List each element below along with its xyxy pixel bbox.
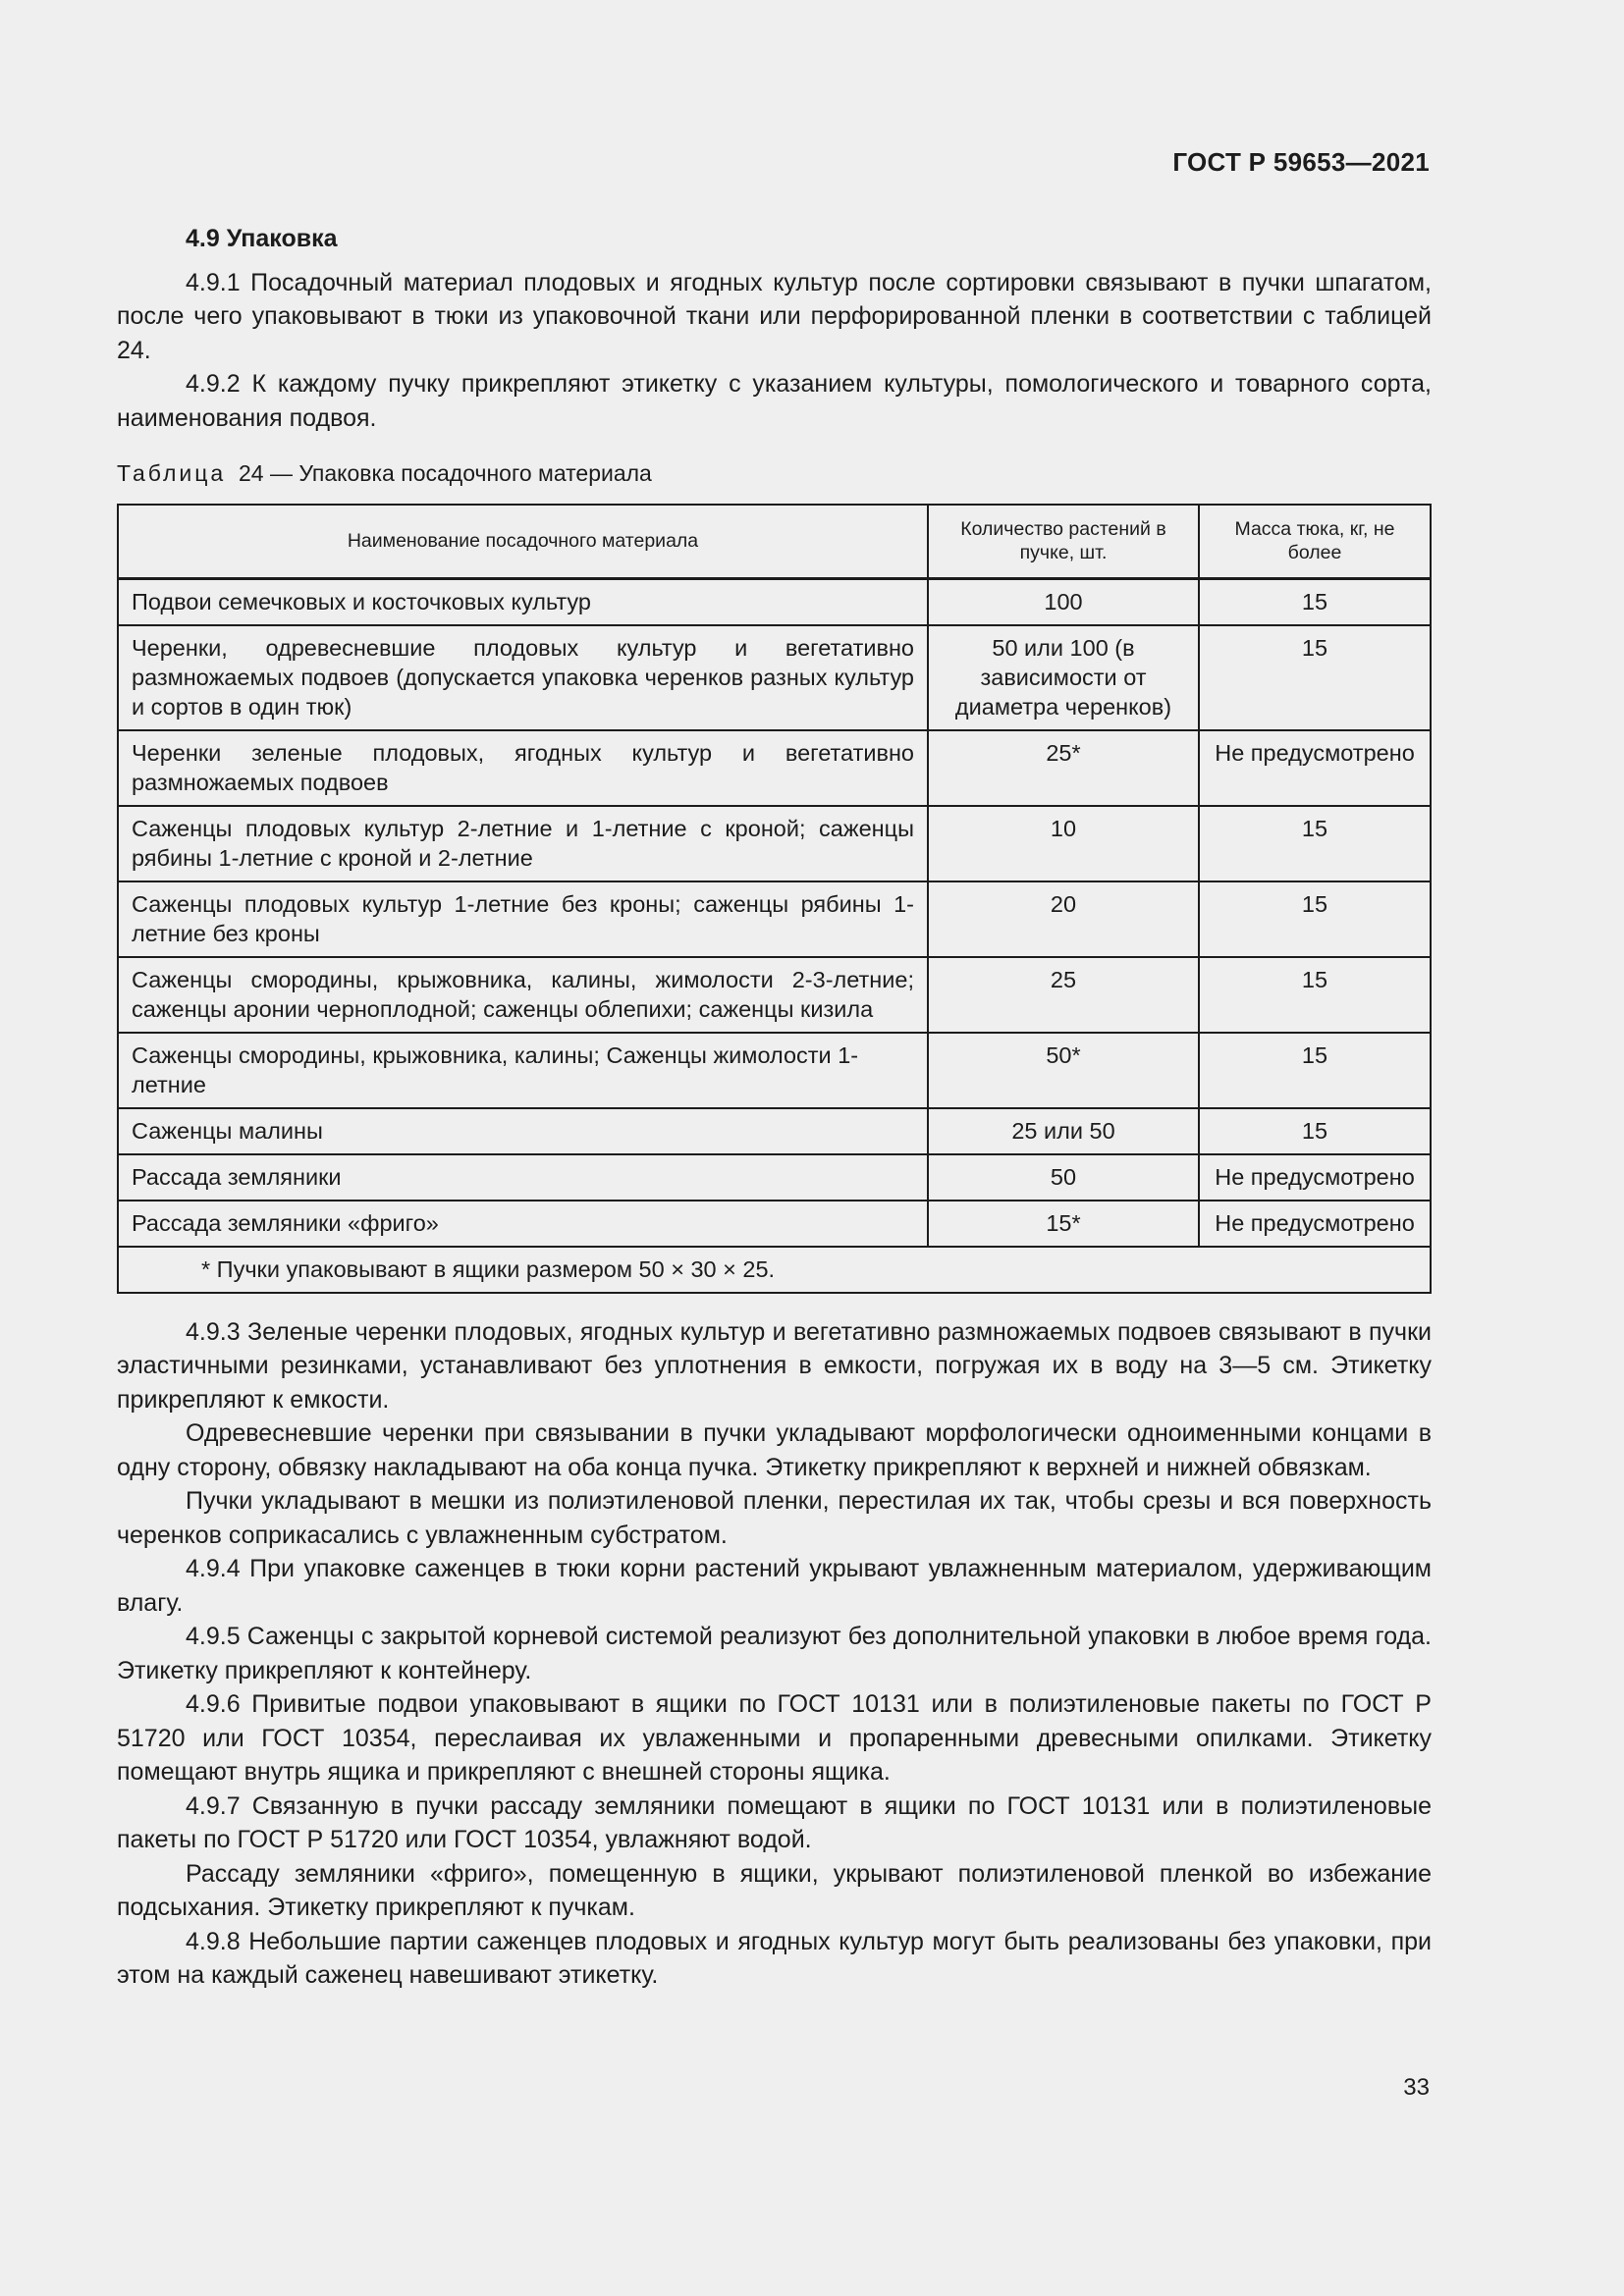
cell-material-name: Саженцы малины [118,1108,928,1154]
cell-mass: 15 [1199,881,1431,957]
cell-material-name: Подвои семечковых и косточковых культур [118,578,928,625]
cell-quantity: 15* [928,1201,1199,1247]
page-number: 33 [1403,2074,1430,2101]
paragraph-woody-cuttings: Одревесневшие черенки при связывании в пучки укладывают морфологически одноименными концами в одну сторону, обвязку накладывают на оба конца пучка. Этикетку прикрепляют к верхней и нижней обвязкам. [117,1419,1432,1481]
cell-quantity: 25 [928,957,1199,1033]
table-caption [117,456,1432,491]
table-header-row [118,505,1431,579]
cell-mass: Не предусмотрено [1199,730,1431,806]
cell-quantity: 50* [928,1033,1199,1108]
table-footnote: * Пучки упаковывают в ящики размером 50 × 30 × 25. [118,1247,1431,1293]
cell-quantity: 10 [928,806,1199,881]
cell-mass: 15 [1199,1033,1431,1108]
paragraph-bundles-bags: Пучки укладывают в мешки из полиэтиленовой пленки, перестилая их так, чтобы срезы и вся поверхность черенков соприкасались с увлажненным субстратом. [117,1487,1432,1549]
standard-code: ГОСТ Р 59653—2021 [1172,147,1430,177]
cell-mass: 15 [1199,625,1431,730]
table-row [118,730,1431,806]
cell-quantity: 50 или 100 (в зависимости от диаметра черенков) [928,625,1199,730]
paragraph-4-9-7: 4.9.7 Связанную в пучки рассаду земляники помещают в ящики по ГОСТ 10131 или в полиэтиленовые пакеты по ГОСТ Р 51720 или ГОСТ 10354, увлажняют водой. [117,1791,1432,1853]
paragraph-4-9-4: 4.9.4 При упаковке саженцев в тюки корни растений укрывают увлажненным материалом, удерживающим влагу. [117,1555,1432,1617]
cell-material-name: Саженцы плодовых культур 2-летние и 1-летние с кроной; саженцы рябины 1-летние с кроной и 2-летние [118,806,928,881]
cell-mass: 15 [1199,957,1431,1033]
cell-material-name: Рассада земляники «фриго» [118,1201,928,1247]
paragraph-4-9-6: 4.9.6 Привитые подвои упаковывают в ящики по ГОСТ 10131 или в полиэтиленовые пакеты по ГОСТ Р 51720 или ГОСТ 10354, переслаивая их увлаженными и пропаренными древесными опилками. Этикетку помещают внутрь ящика и прикрепляют с внешней стороны ящика. [117,1690,1432,1786]
table-row [118,625,1431,730]
cell-quantity: 25 или 50 [928,1108,1199,1154]
table-row [118,578,1431,625]
header-plants-per-bundle: Количество растений в пучке, шт. [928,505,1199,579]
table-row [118,806,1431,881]
section-title: 4.9 Упаковка [186,225,338,252]
cell-quantity: 25* [928,730,1199,806]
table-row [118,1033,1431,1108]
cell-material-name: Черенки, одревесневшие плодовых культур и вегетативно размножаемых подвоев (допускается упаковка черенков разных культур и сортов в один тюк) [118,625,928,730]
table-footnote-row [118,1247,1431,1293]
cell-material-name: Саженцы плодовых культур 1-летние без кроны; саженцы рябины 1-летние без кроны [118,881,928,957]
cell-mass: 15 [1199,806,1431,881]
paragraph-4-9-3: 4.9.3 Зеленые черенки плодовых, ягодных культур и вегетативно размножаемых подвоев связывают в пучки эластичными резинками, устанавливают без уплотнения в емкости, погружая их в воду на 3—5 см. Этикетку прикрепляют к емкости. [117,1317,1432,1414]
header-bale-mass: Масса тюка, кг, не более [1199,505,1431,579]
table-row [118,1108,1431,1154]
cell-mass: 15 [1199,1108,1431,1154]
paragraph-4-9-5: 4.9.5 Саженцы с закрытой корневой системой реализуют без дополнительной упаковки в любое время года. Этикетку прикрепляют к контейнеру. [117,1623,1432,1684]
paragraph-4-9-1: 4.9.1 Посадочный материал плодовых и ягодных культур после сортировки связывают в пучки шпагатом, после чего упаковывают в тюки из упаковочной ткани или перфорированной пленки в соответствии с таблицей 24. [117,268,1432,364]
cell-material-name: Рассада земляники [118,1154,928,1201]
cell-material-name: Саженцы смородины, крыжовника, калины; Саженцы жимолости 1-летние [118,1033,928,1108]
cell-quantity: 100 [928,578,1199,625]
cell-material-name: Саженцы смородины, крыжовника, калины, жимолости 2-3-летние; саженцы аронии черноплодной; саженцы облепихи; саженцы кизила [118,957,928,1033]
packaging-table [117,504,1432,1294]
cell-quantity: 20 [928,881,1199,957]
paragraph-frigo-seedlings: Рассаду земляники «фриго», помещенную в ящики, укрывают полиэтиленовой пленкой во избежание подсыхания. Этикетку прикрепляют к пучкам. [117,1859,1432,1921]
cell-mass: Не предусмотрено [1199,1201,1431,1247]
page-content [117,222,1432,1993]
table-row [118,957,1431,1033]
cell-mass: 15 [1199,578,1431,625]
header-material-name: Наименование посадочного материала [118,505,928,579]
cell-quantity: 50 [928,1154,1199,1201]
table-row [118,1154,1431,1201]
cell-mass: Не предусмотрено [1199,1154,1431,1201]
paragraph-4-9-2: 4.9.2 К каждому пучку прикрепляют этикетку с указанием культуры, помологического и товарного сорта, наименования подвоя. [117,370,1432,432]
cell-material-name: Черенки зеленые плодовых, ягодных культур и вегетативно размножаемых подвоев [118,730,928,806]
table-row [118,881,1431,957]
table-caption-label: Таблица [117,460,227,486]
table-row [118,1201,1431,1247]
table-caption-text: 24 — Упаковка посадочного материала [238,460,652,486]
paragraph-4-9-8: 4.9.8 Небольшие партии саженцев плодовых и ягодных культур могут быть реализованы без упаковки, при этом на каждый саженец навешивают этикетку. [117,1927,1432,1989]
